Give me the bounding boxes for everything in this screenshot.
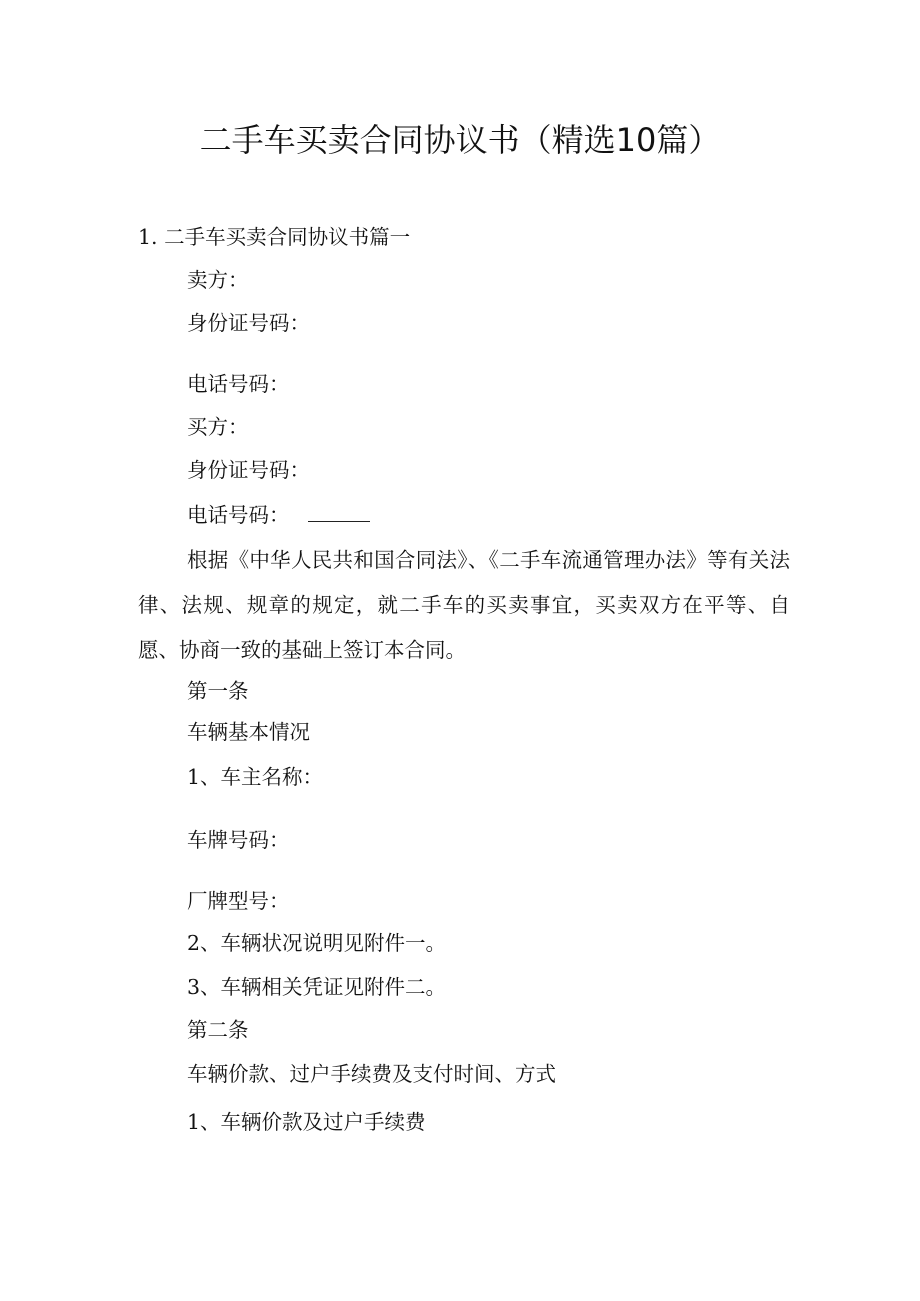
section-heading: 1. 二手车买卖合同协议书篇一 (138, 225, 411, 249)
article-2-label: 第二条 (187, 1018, 249, 1042)
item-price-fee: 1、车辆价款及过户手续费 (187, 1110, 426, 1134)
buyer-phone-label: 电话号码： (187, 503, 290, 527)
article-1-label: 第一条 (187, 679, 249, 703)
item-brand-model: 厂牌型号： (187, 889, 290, 913)
item-vehicle-condition: 2、车辆状况说明见附件一。 (187, 931, 447, 955)
seller-phone-label: 电话号码： (187, 372, 290, 396)
article-1-title: 车辆基本情况 (187, 720, 310, 744)
buyer-id-label: 身份证号码： (187, 458, 310, 482)
document-title: 二手车买卖合同协议书（精选10篇） (199, 121, 721, 159)
item-vehicle-documents: 3、车辆相关凭证见附件二。 (187, 975, 447, 999)
buyer-label: 买方： (187, 415, 249, 439)
item-plate-number: 车牌号码： (187, 828, 290, 852)
blank-underline (308, 499, 370, 522)
buyer-phone-line (187, 499, 370, 529)
intro-paragraph: 根据《中华人民共和国合同法》、《二手车流通管理办法》等有关法律、法规、规章的规定，就二手车的买卖事宜，买卖双方在平等、自愿、协商一致的基础上签订本合同。 (138, 548, 790, 662)
article-2-title: 车辆价款、过户手续费及支付时间、方式 (187, 1062, 556, 1086)
item-owner-name: 1、车主名称： (187, 765, 324, 789)
seller-id-label: 身份证号码： (187, 311, 310, 335)
seller-label: 卖方： (187, 268, 249, 292)
